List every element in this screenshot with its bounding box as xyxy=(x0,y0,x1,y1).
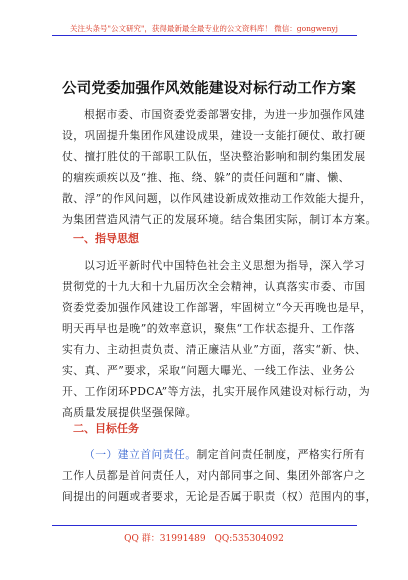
bottom-divider xyxy=(52,525,357,526)
paragraph-line: 设，巩固提升集团作风建设成果，建设一支能打硬仗、敢打硬 xyxy=(62,129,366,142)
goals-tasks-paragraph xyxy=(62,444,377,507)
paragraph-line: 仗、擅打胜仗的干部职工队伍，坚决整治影响和制约集团发展 xyxy=(62,150,366,163)
paragraph-line: 间提出的问题或者要求，无论是否属于职责（权）范围内的事， xyxy=(62,490,377,503)
paragraph-line: 资委党委加强作风建设工作部署，牢固树立“今天再晚也是早， xyxy=(62,301,372,314)
top-divider xyxy=(52,35,357,36)
document-title: 公司党委加强作风效能建设对标行动工作方案 xyxy=(62,80,356,97)
paragraph-line: 开、工作闭环PDCA”等方法，扎实开展作风建设对标行动，为 xyxy=(62,385,371,398)
paragraph-line: 明天再早也是晚”的效率意识，聚焦“工作状态提升、工作落 xyxy=(62,322,356,335)
paragraph-line: 散、浮”的作风问题，以作风建设新成效推动工作效能大提升， xyxy=(62,192,372,205)
top-banner: 关注头条号"公文研究"，获得最新最全最专业的公文资料库！ 微信：gongwenyj xyxy=(70,24,338,33)
paragraph-line xyxy=(62,444,366,465)
paragraph-line: 贯彻党的十九大和十九届历次全会精神，认真落实市委、市国 xyxy=(62,280,366,293)
paragraph-line: 以习近平新时代中国特色社会主义思想为指导，深入学习 xyxy=(84,259,366,272)
intro-paragraph xyxy=(62,104,377,230)
footer-qq-group: QQ 群：31991489 xyxy=(124,534,206,544)
paragraph-line: 高质量发展提供坚强保障。 xyxy=(62,406,197,419)
paragraph-line: 的痼疾顽疾以及“推、拖、绕、躲”的责任问题和“庸、懒、 xyxy=(62,171,350,184)
paragraph-line: 实有力、主动担责负责、清正廉洁从业”方面，落实“新、快、 xyxy=(62,343,367,356)
guiding-ideology-paragraph xyxy=(62,255,372,423)
sub-heading-first-responsibility: （一）建立首问责任。 xyxy=(84,448,197,461)
section-heading-goals-tasks: 二、目标任务 xyxy=(73,422,139,435)
paragraph-line: 根据市委、市国资委党委部署安排，为进一步加强作风建 xyxy=(84,108,366,121)
footer-contact xyxy=(98,533,310,545)
paragraph-line: 为集团营造风清气正的发展环境。结合集团实际，制订本方案。 xyxy=(62,213,377,226)
paragraph-line: 工作人员都是首问责任人，对内部同事之间、集团外部客户之 xyxy=(62,469,366,482)
paragraph-line: 实、真、严”要求，采取“问题大曝光、一线工作法、业务公 xyxy=(62,364,356,377)
paragraph-text: 制定首问责任制度，严格实行所有 xyxy=(196,448,366,461)
footer-qq: QQ:535304092 xyxy=(214,534,284,544)
section-heading-guiding-ideology: 一、指导思想 xyxy=(73,232,139,245)
